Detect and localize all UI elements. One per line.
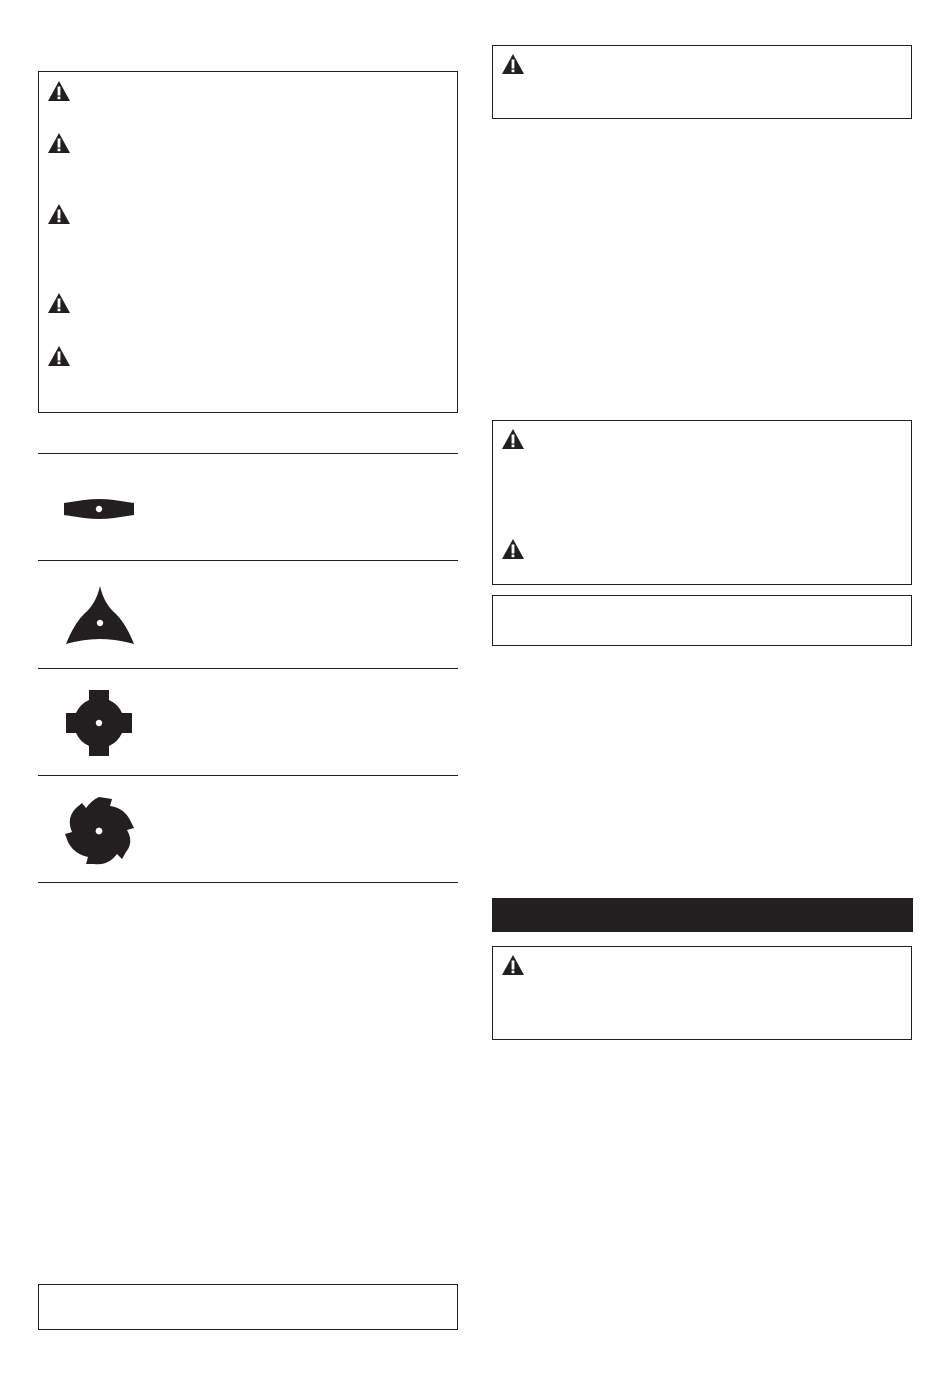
table-rule — [38, 775, 458, 776]
three-tooth-blade-icon — [64, 584, 136, 648]
warning-triangle-icon — [47, 292, 71, 314]
right-bottom-warning-box — [492, 946, 912, 1040]
table-rule — [38, 668, 458, 669]
right-top-warning-box — [492, 45, 912, 119]
left-warning-box — [38, 71, 458, 413]
table-rule — [38, 882, 458, 883]
warning-triangle-icon — [501, 53, 525, 75]
two-tooth-blade-icon — [62, 494, 136, 524]
warning-triangle-icon — [47, 203, 71, 225]
four-tooth-blade-icon — [64, 688, 134, 758]
warning-triangle-icon — [501, 428, 525, 450]
eight-tooth-blade-icon — [62, 794, 136, 868]
right-middle-warning-box — [492, 420, 912, 585]
table-rule — [38, 453, 458, 454]
table-rule — [38, 560, 458, 561]
warning-triangle-icon — [47, 80, 71, 102]
section-header-bar — [492, 898, 913, 932]
left-note-box — [38, 1284, 458, 1330]
warning-triangle-icon — [501, 538, 525, 560]
warning-triangle-icon — [47, 132, 71, 154]
warning-triangle-icon — [47, 345, 71, 367]
warning-triangle-icon — [501, 954, 525, 976]
right-note-box — [492, 595, 912, 646]
